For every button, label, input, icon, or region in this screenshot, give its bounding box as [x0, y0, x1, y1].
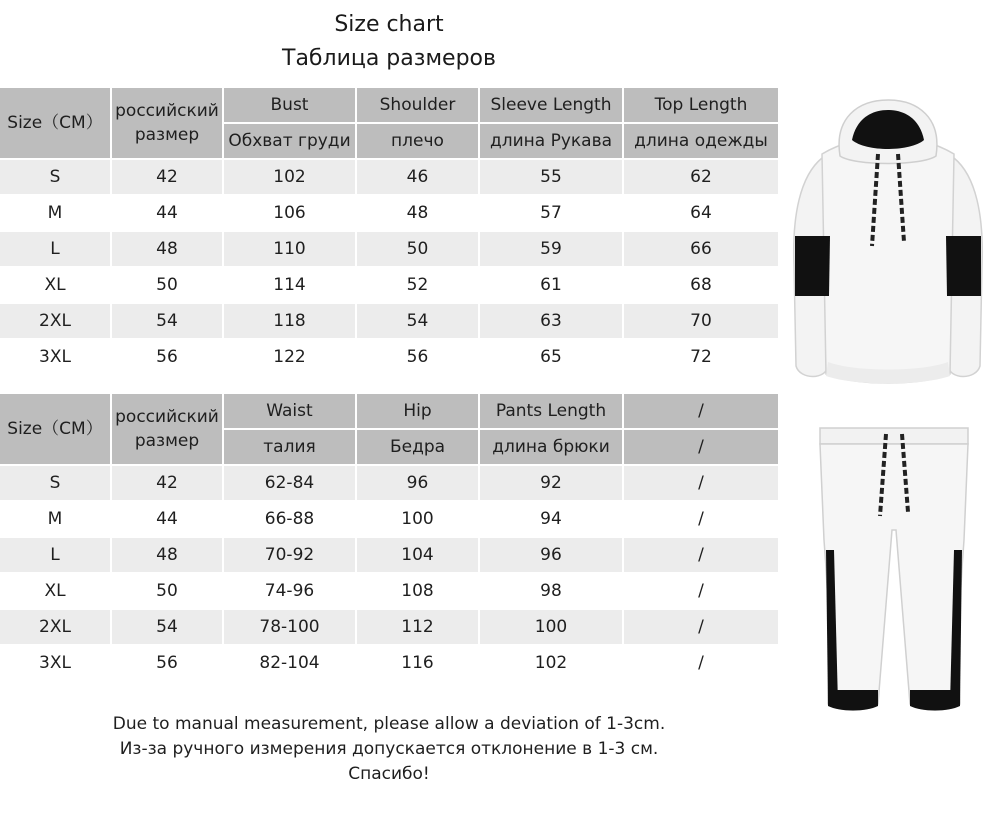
table-cell: 68: [624, 268, 778, 304]
ru-size-header: российский размер: [112, 88, 224, 160]
table-cell: 54: [112, 610, 224, 646]
table-cell: 50: [112, 268, 224, 304]
column-header-en: Hip: [357, 394, 480, 430]
table-cell: XL: [0, 574, 112, 610]
table-cell: 54: [357, 304, 480, 340]
table-cell: 64: [624, 196, 778, 232]
table-cell: 61: [480, 268, 624, 304]
table-cell: 3XL: [0, 340, 112, 376]
table-cell: 92: [480, 466, 624, 502]
table-row: [0, 196, 778, 232]
table-cell: 100: [480, 610, 624, 646]
table-row: [0, 304, 778, 340]
column-header-en: Sleeve Length: [480, 88, 624, 124]
table-cell: 116: [357, 646, 480, 682]
table-cell: L: [0, 538, 112, 574]
table-cell: 42: [112, 160, 224, 196]
table-cell: 59: [480, 232, 624, 268]
table-cell: 104: [357, 538, 480, 574]
column-header-en: Shoulder: [357, 88, 480, 124]
table-cell: 66-88: [224, 502, 357, 538]
table-cell: 54: [112, 304, 224, 340]
column-header-ru: /: [624, 430, 778, 466]
note-thanks: Спасибо!: [348, 764, 430, 784]
title-english: Size chart: [334, 12, 444, 37]
table-cell: 78-100: [224, 610, 357, 646]
table-cell: 44: [112, 502, 224, 538]
hoodie-body: [822, 138, 954, 383]
column-header-en: Bust: [224, 88, 357, 124]
table-cell: /: [624, 538, 778, 574]
column-header-ru: Бедра: [357, 430, 480, 466]
table-row: [0, 340, 778, 376]
table-cell: 70-92: [224, 538, 357, 574]
top-size-table: [0, 88, 778, 376]
table-cell: M: [0, 196, 112, 232]
note-russian: Из-за ручного измерения допускается отклонение в 1-3 см.: [119, 739, 659, 759]
table-cell: 112: [357, 610, 480, 646]
table-row: [0, 610, 778, 646]
hoodie-image: [782, 96, 994, 396]
size-header: Size（CM）: [0, 88, 112, 160]
table-cell: 56: [112, 340, 224, 376]
table-cell: 96: [357, 466, 480, 502]
table-cell: 65: [480, 340, 624, 376]
table-row: [0, 574, 778, 610]
table-cell: 96: [480, 538, 624, 574]
table-cell: 72: [624, 340, 778, 376]
title-russian: Таблица размеров: [282, 46, 496, 71]
table-cell: 57: [480, 196, 624, 232]
table-cell: 48: [112, 538, 224, 574]
table-cell: 118: [224, 304, 357, 340]
table-cell: 66: [624, 232, 778, 268]
right-cuff: [910, 690, 960, 711]
table-cell: 48: [357, 196, 480, 232]
size-header: Size（CM）: [0, 394, 112, 466]
left-sleeve-panel: [795, 236, 830, 296]
table-cell: 94: [480, 502, 624, 538]
table-cell: 62-84: [224, 466, 357, 502]
table-cell: L: [0, 232, 112, 268]
pants-legs: [820, 444, 968, 710]
table-cell: 102: [480, 646, 624, 682]
column-header-ru: талия: [224, 430, 357, 466]
table-cell: XL: [0, 268, 112, 304]
right-sleeve-panel: [946, 236, 981, 296]
column-header-ru: длина брюки: [480, 430, 624, 466]
table-cell: 56: [357, 340, 480, 376]
pants-image: [810, 420, 978, 720]
table-cell: 114: [224, 268, 357, 304]
column-header-ru: плечо: [357, 124, 480, 160]
table-cell: 102: [224, 160, 357, 196]
table-cell: 56: [112, 646, 224, 682]
table-cell: S: [0, 466, 112, 502]
table-cell: 50: [112, 574, 224, 610]
table-cell: /: [624, 502, 778, 538]
ru-size-header: российский размер: [112, 394, 224, 466]
bottom-size-table: [0, 394, 778, 682]
table-cell: 3XL: [0, 646, 112, 682]
table-row: [0, 160, 778, 196]
table-cell: 100: [357, 502, 480, 538]
table-cell: /: [624, 574, 778, 610]
table-cell: 108: [357, 574, 480, 610]
table-cell: 2XL: [0, 610, 112, 646]
table-cell: 70: [624, 304, 778, 340]
table-cell: M: [0, 502, 112, 538]
table-cell: 74-96: [224, 574, 357, 610]
table-cell: 63: [480, 304, 624, 340]
table-cell: /: [624, 646, 778, 682]
table-cell: /: [624, 466, 778, 502]
left-cuff: [828, 690, 878, 711]
column-header-ru: Обхват груди: [224, 124, 357, 160]
table-cell: 52: [357, 268, 480, 304]
column-header-ru: длина Рукава: [480, 124, 624, 160]
table-cell: 44: [112, 196, 224, 232]
table-row: [0, 232, 778, 268]
column-header-ru: длина одежды: [624, 124, 778, 160]
table-cell: 2XL: [0, 304, 112, 340]
table-row: [0, 268, 778, 304]
table-cell: 62: [624, 160, 778, 196]
table-cell: 122: [224, 340, 357, 376]
table-cell: 98: [480, 574, 624, 610]
table-cell: 50: [357, 232, 480, 268]
table-cell: 106: [224, 196, 357, 232]
column-header-en: Pants Length: [480, 394, 624, 430]
table-cell: 46: [357, 160, 480, 196]
table-cell: 55: [480, 160, 624, 196]
table-cell: /: [624, 610, 778, 646]
table-cell: 42: [112, 466, 224, 502]
table-cell: 110: [224, 232, 357, 268]
column-header-en: /: [624, 394, 778, 430]
table-cell: 48: [112, 232, 224, 268]
waistband: [820, 428, 968, 444]
column-header-en: Waist: [224, 394, 357, 430]
table-row: [0, 466, 778, 502]
table-cell: S: [0, 160, 112, 196]
table-cell: 82-104: [224, 646, 357, 682]
column-header-en: Top Length: [624, 88, 778, 124]
table-row: [0, 538, 778, 574]
note-english: Due to manual measurement, please allow a deviation of 1-3cm.: [112, 714, 666, 734]
table-row: [0, 502, 778, 538]
table-row: [0, 646, 778, 682]
